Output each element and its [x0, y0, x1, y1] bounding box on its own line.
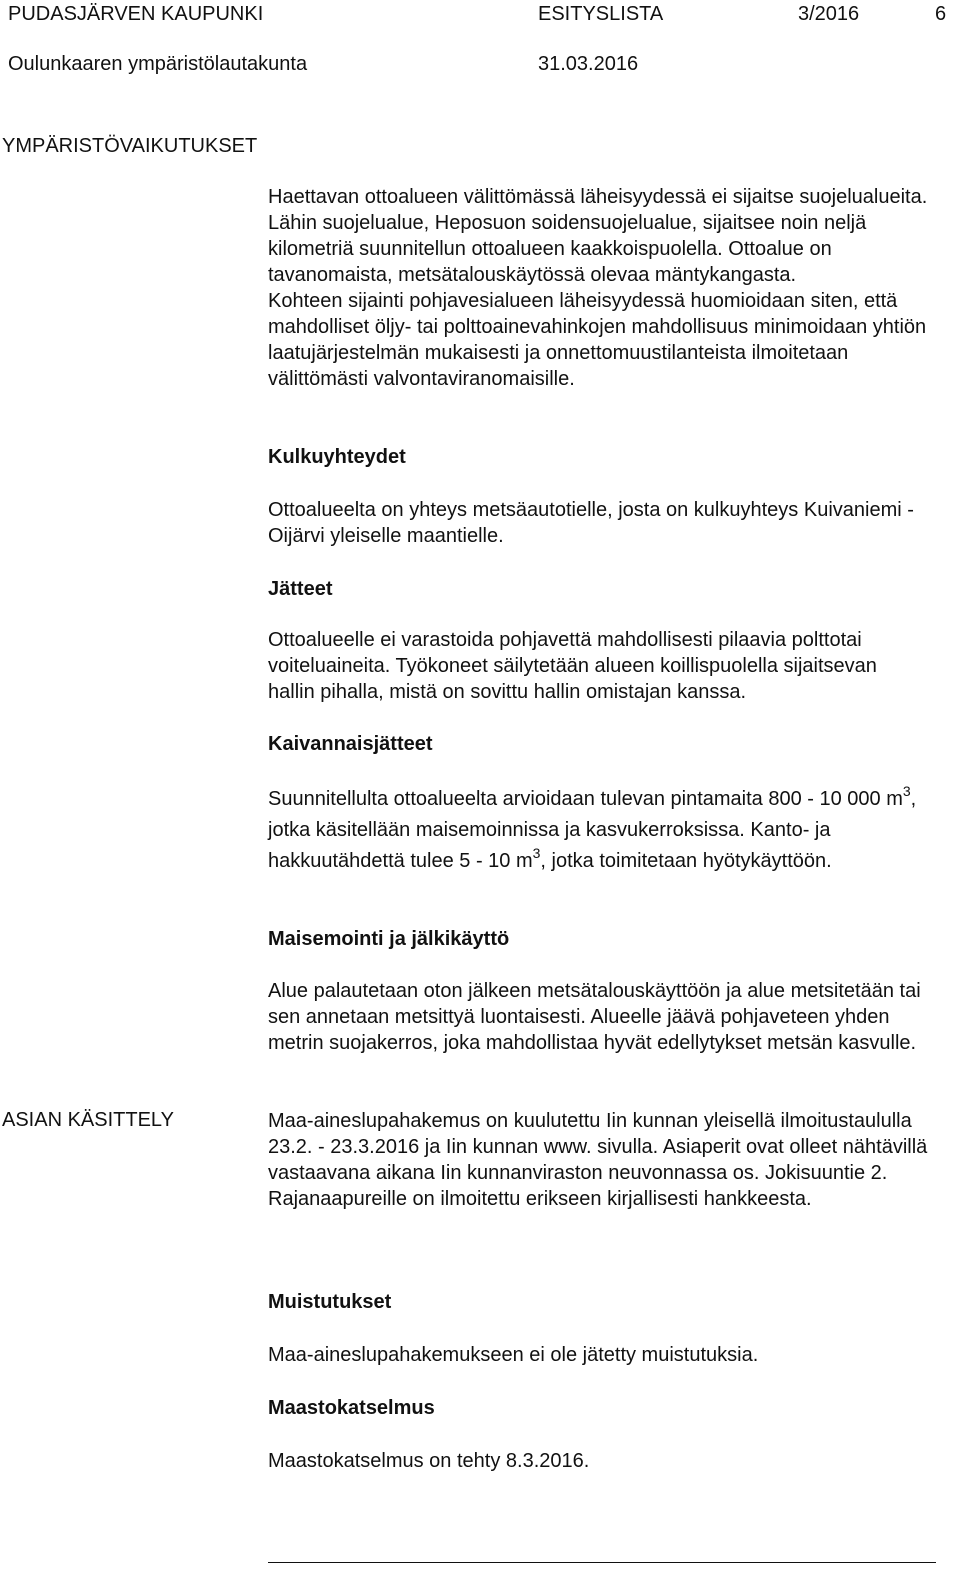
- paragraph-text: Maastokatselmus on tehty 8.3.2016.: [268, 1450, 590, 1472]
- paragraph-text: [268, 784, 928, 877]
- superscript-3: 3: [902, 783, 911, 799]
- heading-kaivannaisjatteet: [268, 731, 928, 757]
- page-number: 6: [935, 3, 947, 25]
- paragraph-kaivannaisjatteet: [268, 784, 928, 877]
- committee-name: Oulunkaaren ympäristölautakunta: [8, 53, 308, 75]
- heading-maastokatselmus: [268, 1395, 928, 1421]
- issue-number: 3/2016: [798, 3, 860, 25]
- heading-text: Kulkuyhteydet: [268, 446, 406, 468]
- heading-text: Muistutukset: [268, 1291, 392, 1313]
- organization-name: PUDASJÄRVEN KAUPUNKI: [8, 3, 264, 25]
- paragraph-asian-kasittely: [268, 1108, 928, 1212]
- paragraph-text: Maa-aineslupahakemukseen ei ole jätetty muistutuksia.: [268, 1344, 759, 1366]
- heading-text: Maastokatselmus: [268, 1397, 435, 1419]
- environment-intro: [268, 184, 928, 392]
- paragraph-jatteet: [268, 627, 928, 705]
- heading-jatteet: [268, 576, 928, 602]
- heading-muistutukset: [268, 1289, 928, 1315]
- heading-text: Maisemointi ja jälkikäyttö: [268, 928, 510, 950]
- paragraph-text: Ottoalueelle ei varastoida pohjavettä mahdollisesti pilaavia polttotai voiteluaineita. Työkoneet säilytetään alueen koillispuolella sijaitsevan hallin pihalla, mistä on sovittu hallin omistajan kanssa.: [268, 629, 877, 703]
- superscript-3: 3: [532, 845, 541, 861]
- paragraph-maastokatselmus: [268, 1448, 928, 1474]
- document-type: ESITYSLISTA: [538, 3, 664, 25]
- text-run: , jotka toimitetaan hyötykäyttöön.: [540, 850, 832, 872]
- text-run: , jotka käsitellään maisemoinnissa ja kasvukerroksissa. Kanto- ja hakkuutähdettä tulee 5 - 10 m: [268, 788, 917, 872]
- paragraph-text: Alue palautetaan oton jälkeen metsätalouskäyttöön ja alue metsitetään tai sen annetaan metsittyä luontaisesti. Alueelle jäävä pohjaveteen yhden metrin suojakerros, joka mahdollistaa hyvät edellytykset metsän kasvulle.: [268, 980, 921, 1054]
- section-label-environment: YMPÄRISTÖVAIKUTUKSET: [2, 135, 258, 157]
- paragraph-protected-areas: Haettavan ottoalueen välittömässä läheisyydessä ei sijaitse suojelualueita. Lähin suojelualue, Heposuon soidensuojelualue, sijaitsee noin neljä kilometriä suunnitellun ottoalueen kaakkoispuolella. Ottoalue on tavanomaista, metsätalouskäytössä olevaa mäntykangasta.: [268, 186, 928, 286]
- heading-text: Kaivannaisjätteet: [268, 733, 433, 755]
- meeting-date: 31.03.2016: [538, 53, 639, 75]
- section-label-handling: ASIAN KÄSITTELY: [2, 1109, 174, 1131]
- text-run: Suunnitellulta ottoalueelta arvioidaan tulevan pintamaita 800 - 10 000 m: [268, 788, 903, 810]
- heading-text: Jätteet: [268, 578, 333, 600]
- paragraph-text: Ottoalueelta on yhteys metsäautotielle, josta on kulkuyhteys Kuivaniemi - Oijärvi yleiselle maantielle.: [268, 499, 914, 547]
- paragraph-maisemointi: [268, 978, 928, 1056]
- paragraph-muistutukset: [268, 1342, 928, 1368]
- heading-kulkuyhteydet: [268, 444, 928, 470]
- paragraph-text: Maa-aineslupahakemus on kuulutettu Iin kunnan yleisellä ilmoitustaululla 23.2. - 23.3.2016 ja Iin kunnan www. sivulla. Asiaperit ovat olleet nähtävillä vastaavana aikana Iin kunnanviraston neuvonnassa os. Jokisuuntie 2. Rajanaapureille on ilmoitettu erikseen kirjallisesti hankkeesta.: [268, 1110, 928, 1210]
- heading-maisemointi: [268, 926, 928, 952]
- footer-divider: [268, 1562, 936, 1563]
- paragraph-kulkuyhteydet: [268, 497, 928, 549]
- paragraph-groundwater: Kohteen sijainti pohjavesialueen läheisyydessä huomioidaan siten, että mahdolliset öljy- tai polttoainevahinkojen mahdollisuus minimoidaan yhtiön laatujärjestelmän mukaisesti ja onnettomuustilanteista ilmoitetaan välittömästi valvontaviranomaisille.: [268, 290, 927, 390]
